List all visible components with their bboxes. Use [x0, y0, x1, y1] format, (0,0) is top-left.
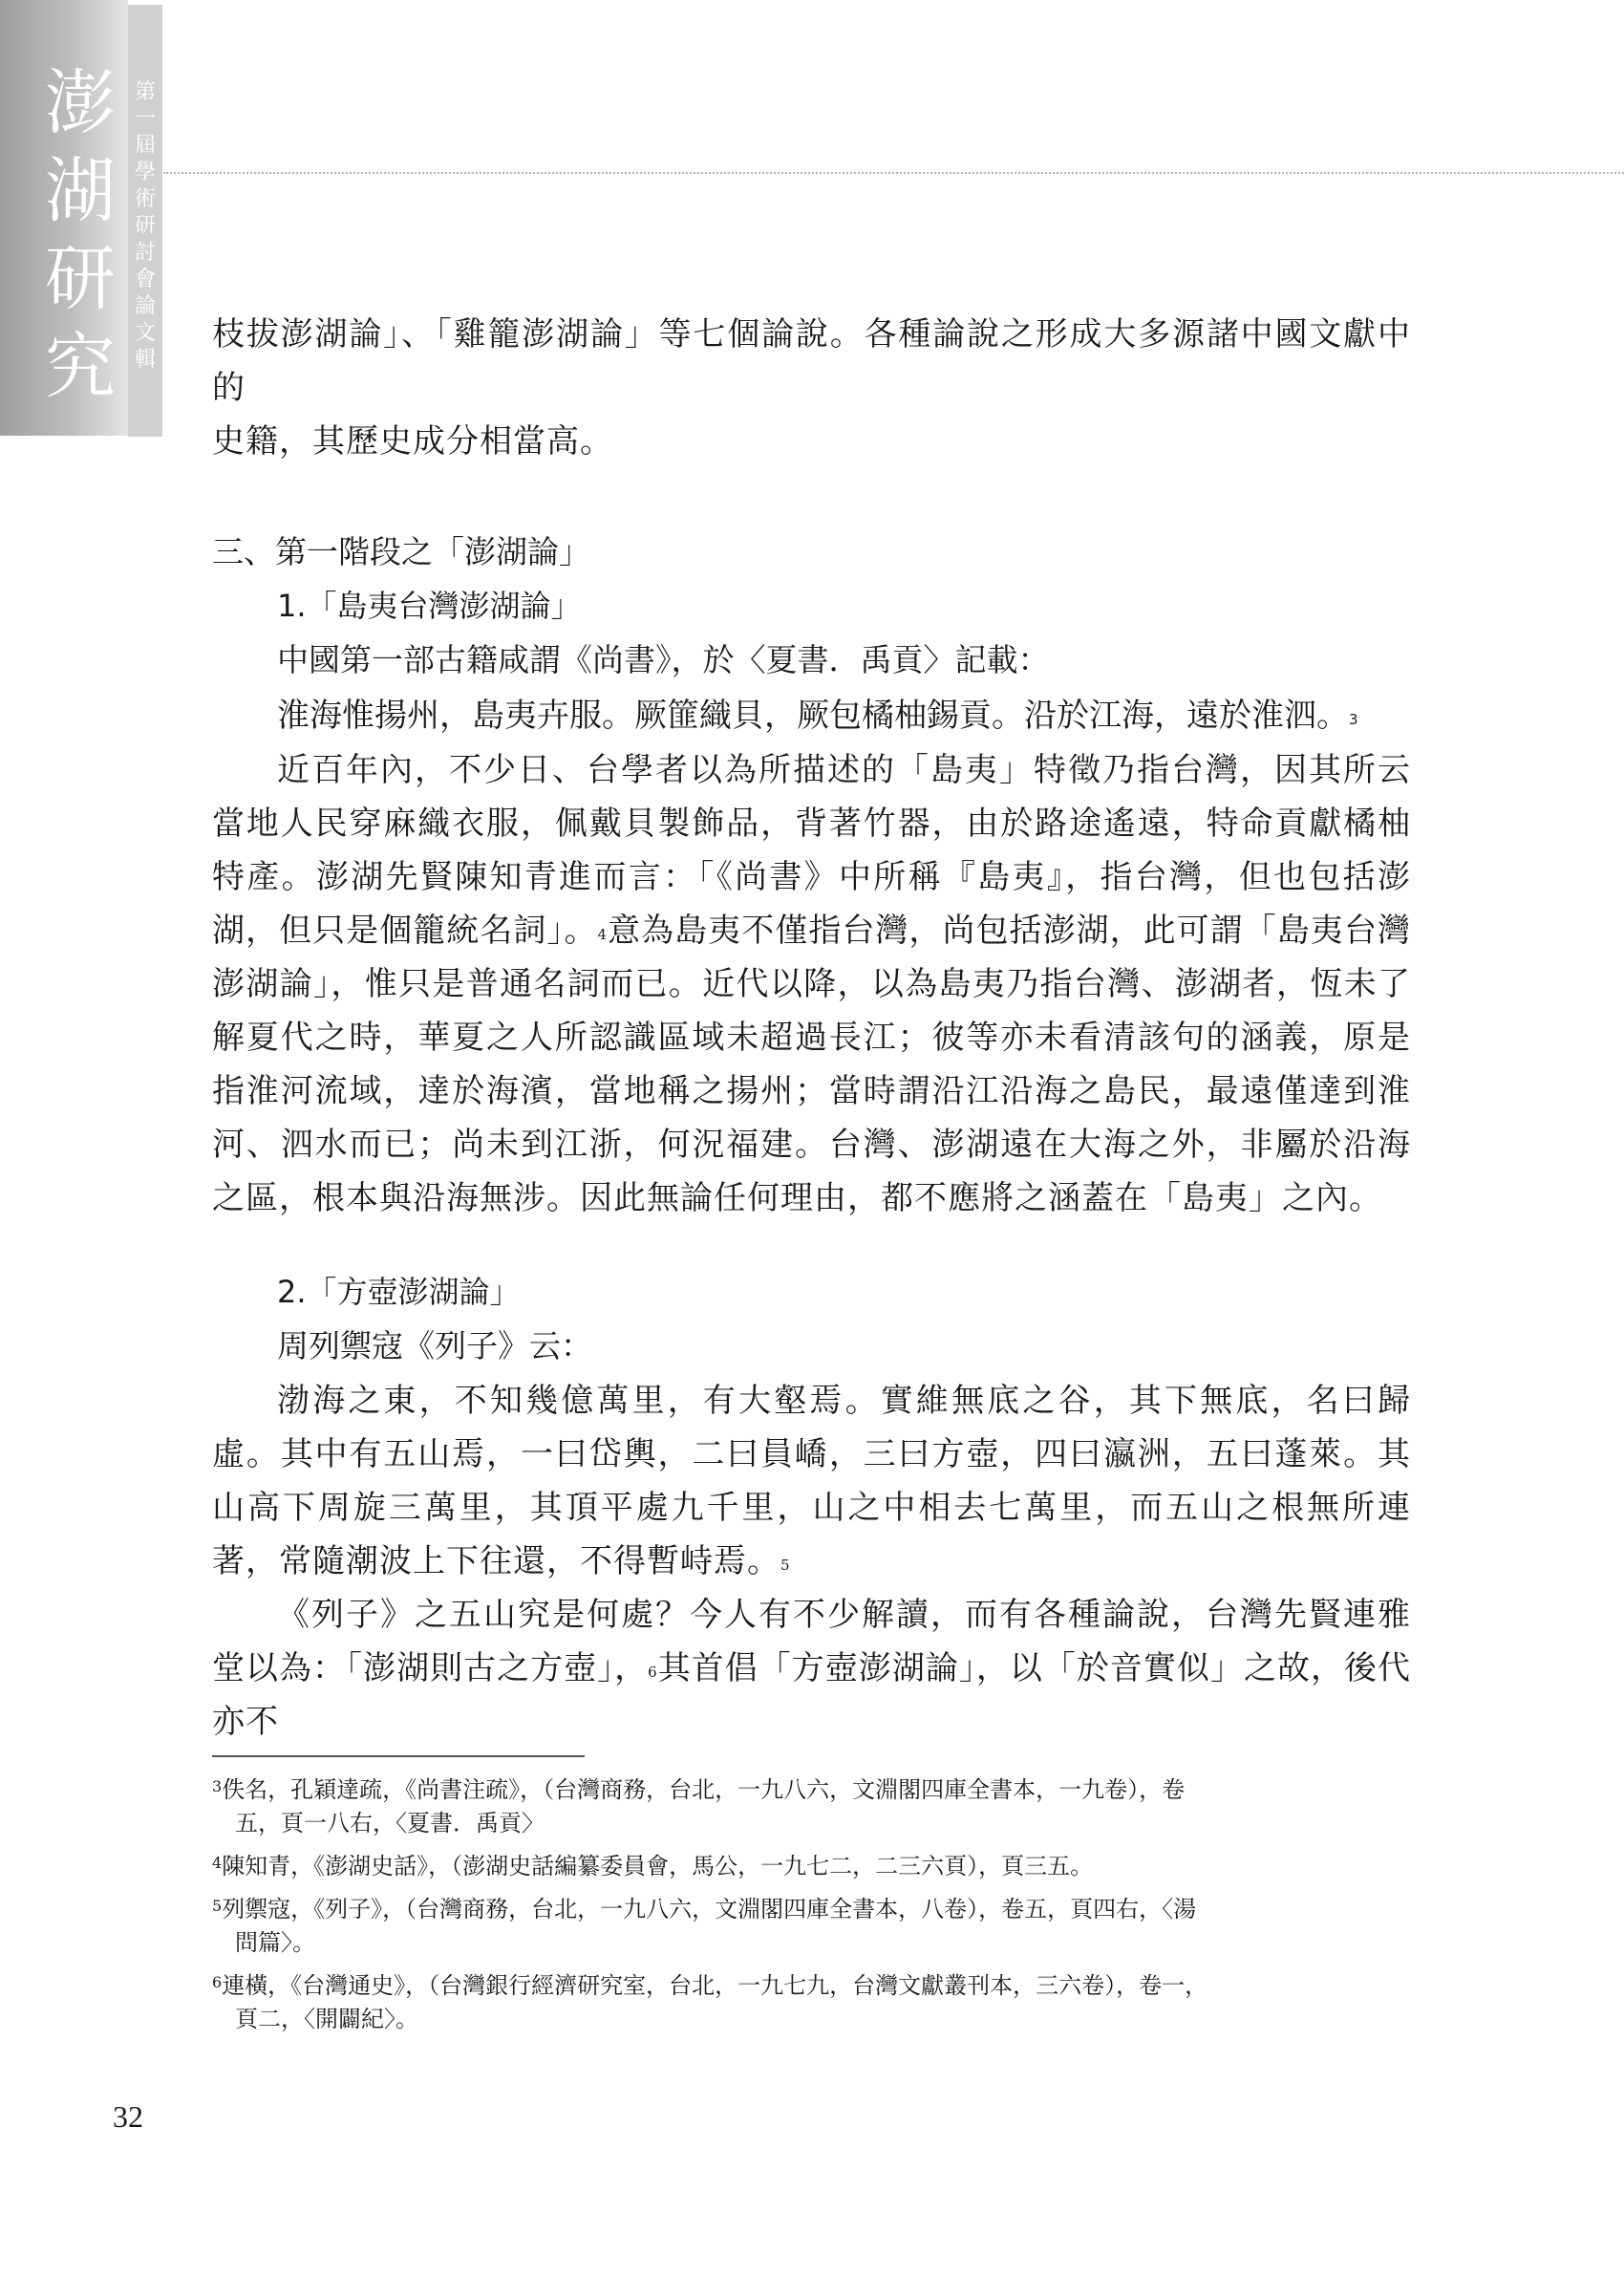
block-quote	[212, 1374, 1411, 1588]
paragraph	[212, 743, 1411, 1225]
series-title-char: 究	[45, 326, 116, 408]
subsection-heading: 1.「島夷台灣澎湖論」	[277, 588, 582, 624]
footnote	[212, 1773, 1416, 1840]
footnote-text: 列禦寇，《列子》，（台灣商務，台北，一九八六，文淵閣四庫全書本，八卷），卷五，頁四右，〈湯	[222, 1896, 1197, 1923]
series-title-char: 湖	[45, 150, 116, 232]
series-title-block	[0, 0, 128, 436]
paragraph	[212, 1588, 1411, 1749]
series-subtitle-char: 會	[134, 268, 156, 291]
section-heading: 三、第一階段之「澎湖論」	[212, 533, 590, 570]
footnote-ref: 3	[1349, 711, 1358, 728]
footnote	[212, 1850, 1416, 1883]
footnote-text: 連橫，《台灣通史》，（台灣銀行經濟研究室，台北，一九七九，台灣文獻叢刊本，三六卷），卷一，	[222, 1972, 1208, 1999]
series-subtitle-char: 討	[134, 241, 156, 265]
footnote-text: 問篇〉。	[235, 1929, 315, 1956]
series-subtitle-char: 術	[134, 187, 156, 211]
footnote-ref: 5	[780, 1557, 791, 1574]
footnote-ref: 6	[648, 1664, 658, 1681]
footnote-text: 陳知青，《澎湖史話》，（澎湖史話編纂委員會，馬公，一九七二，二三六頁），頁三五。	[222, 1853, 1094, 1880]
footnote-number: 4	[212, 1854, 223, 1872]
paragraph-text: 其首倡「方壺澎湖論」，以「於音實似」之故，後代亦不	[212, 1649, 1411, 1741]
series-subtitle-char: 文	[134, 321, 156, 345]
series-title-char: 研	[45, 238, 116, 320]
footnote-separator	[212, 1755, 585, 1757]
series-subtitle-char: 研	[134, 214, 156, 238]
page-number: 32	[113, 2099, 143, 2134]
series-subtitle-char: 學	[134, 161, 156, 184]
paragraph-text: 意為島夷不僅指台灣，尚包括澎湖，此可謂「島夷台灣澎湖論」，惟只是普通名詞而已。近代以降，以為島夷乃指台灣、澎湖者，恆未了解夏代之時，華夏之人所認識區域未超過長江；彼等亦未看清該句的涵義，原是指淮河流域，達於海濱，當地稱之揚州；當時謂沿江沿海之島民，最遠僅達到淮河、泗水而已；尚未到江浙，何況福建。台灣、澎湖遠在大海之外，非屬於沿海之區，根本與沿海無涉。因此無論任何理由，都不應將之涵蓋在「島夷」之內。	[212, 912, 1411, 1217]
footnote-ref: 4	[597, 926, 609, 943]
series-subtitle-char: 輯	[134, 348, 156, 372]
series-subtitle-char: 屆	[134, 134, 156, 158]
footnotes	[212, 1773, 1416, 2046]
paragraph-text: 近百年內，不少日、台學者以為所描述的「島夷」特徵乃指台灣，因其所云當地人民穿麻織衣服，佩戴貝製飾品，背著竹器，由於路途遙遠，特命貢獻橘柚特產。澎湖先賢陳知青進而言：「《尚書》中所稱『島夷』，指台灣，但也包括澎湖，但只是個籠統名詞」。	[212, 751, 1411, 950]
footnote-number: 6	[212, 1973, 223, 1991]
main-text	[212, 308, 1411, 1749]
paragraph-intro: 中國第一部古籍咸謂《尚書》，於〈夏書．禹貢〉記載：	[277, 641, 1050, 678]
quote-text: 渤海之東，不知幾億萬里，有大壑焉。實維無底之谷，其下無底，名曰歸虛。其中有五山焉，一曰岱輿，二曰員嶠，三曰方壺，四曰瀛洲，五曰蓬萊。其山高下周旋三萬里，其頂平處九千里，山之中相去七萬里，而五山之根無所連著，常隨潮波上下往還，不得暫峙焉。	[212, 1382, 1411, 1580]
footnote-number: 5	[212, 1897, 223, 1915]
footnote	[212, 1893, 1416, 1960]
series-subtitle-char: 第	[134, 80, 156, 104]
footnote-text: 五，頁一八右，〈夏書．禹貢〉	[235, 1810, 545, 1837]
paragraph-intro: 周列禦寇《列子》云：	[277, 1327, 592, 1364]
series-subtitle-block	[128, 5, 162, 437]
series-title-char: 澎	[45, 62, 116, 144]
footnote-text: 佚名，孔穎達疏，《尚書注疏》，（台灣商務，台北，一九八六，文淵閣四庫全書本，一九卷），卷	[222, 1776, 1186, 1803]
subsection-heading: 2.「方壺澎湖論」	[277, 1274, 521, 1310]
series-subtitle-char: 一	[134, 107, 156, 131]
series-subtitle	[128, 79, 162, 374]
block-quote	[212, 688, 1411, 743]
footnote-text: 頁二，〈開闢紀〉。	[235, 2006, 418, 2032]
footnote	[212, 1969, 1416, 2036]
paragraph-line: 枝拔澎湖論」、「雞籠澎湖論」等七個論說。各種論說之形成大多源諸中國文獻中的	[212, 315, 1411, 407]
footnote-number: 3	[212, 1777, 223, 1795]
quote-text: 淮海惟揚州，島夷卉服。厥篚織貝，厥包橘柚錫貢。沿於江海，遠於淮泗。	[277, 697, 1349, 735]
series-subtitle-char: 論	[134, 294, 156, 318]
paragraph-text: 《列子》之五山究是何處？今人有不少解讀，而有各種論說，台灣先賢連雅堂以為：「澎湖則古之方壺」，	[212, 1596, 1411, 1687]
paragraph-line: 史籍，其歷史成分相當高。	[212, 422, 613, 461]
series-title	[40, 59, 120, 411]
header-dotted-rule	[163, 172, 1624, 174]
